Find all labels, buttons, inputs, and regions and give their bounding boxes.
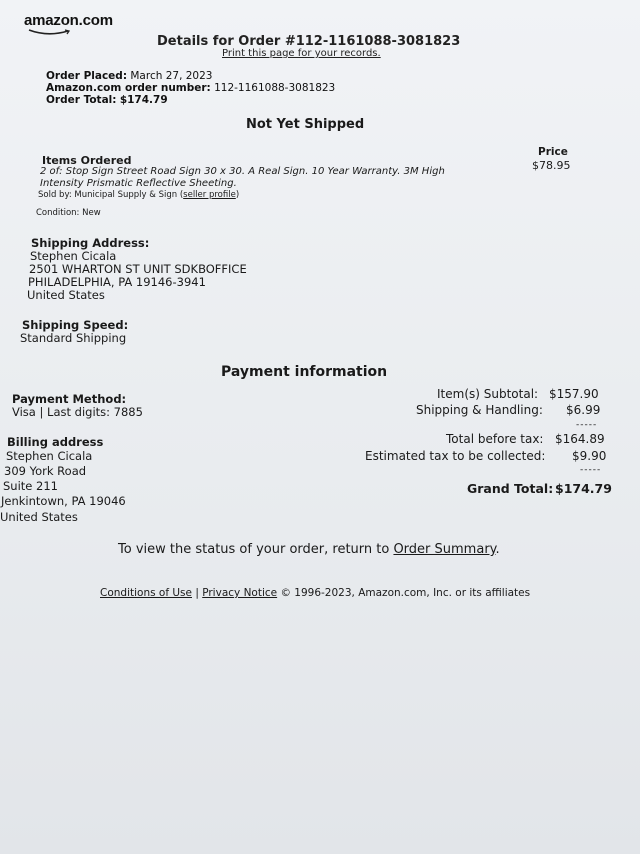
amazon-smile-icon: [28, 29, 72, 36]
amazon-logo: amazon.com: [24, 12, 113, 29]
billing-name: Stephen Cicala: [6, 449, 93, 463]
order-number: [46, 82, 335, 94]
order-number-value: 112-1161088-3081823: [214, 82, 336, 94]
shipping-handling-label: Shipping & Handling:: [416, 403, 543, 417]
item-description-line1: 2 of: Stop Sign Street Road Sign 30 x 30. A Real Sign. 10 Year Warranty. 3M High: [40, 166, 445, 177]
privacy-notice-link[interactable]: Privacy Notice: [202, 587, 278, 599]
billing-address-heading: Billing address: [7, 435, 104, 449]
shipping-speed-value: Standard Shipping: [20, 331, 127, 345]
shipment-status: Not Yet Shipped: [246, 117, 365, 132]
payment-info-heading: Payment information: [221, 364, 388, 380]
subtotal-label: Item(s) Subtotal:: [437, 387, 539, 401]
billing-line1: 309 York Road: [4, 464, 87, 478]
price-heading: Price: [538, 146, 568, 158]
order-status-message: [118, 542, 500, 557]
item-condition: Condition: New: [36, 208, 101, 218]
page-title: Details for Order #112-1161088-3081823: [157, 34, 461, 49]
sold-by: [38, 190, 239, 200]
grand-total-label: Grand Total:: [467, 481, 554, 496]
shipping-line1: 2501 WHARTON ST UNIT SDKBOFFICE: [29, 262, 247, 276]
shipping-line2: PHILADELPHIA, PA 19146-3941: [28, 275, 206, 289]
order-placed-value: March 27, 2023: [130, 70, 213, 82]
seller-profile-link[interactable]: seller profile: [183, 190, 236, 200]
estimated-tax-value: $9.90: [572, 449, 607, 463]
print-link[interactable]: Print this page for your records.: [222, 48, 381, 59]
before-tax-value: $164.89: [555, 432, 605, 446]
before-tax-label: Total before tax:: [446, 432, 544, 446]
item-description-line2: Intensity Prismatic Reflective Sheeting.: [40, 178, 237, 189]
order-total-value: $174.79: [119, 94, 168, 106]
order-summary-link[interactable]: Order Summary: [393, 542, 496, 557]
order-total: [46, 94, 168, 106]
sold-by-suffix: ): [235, 190, 240, 200]
payment-method-heading: Payment Method:: [12, 392, 127, 406]
status-message-suffix: .: [495, 542, 500, 557]
conditions-of-use-link[interactable]: Conditions of Use: [100, 587, 192, 599]
shipping-speed-heading: Shipping Speed:: [22, 318, 129, 332]
order-placed-label: Order Placed:: [46, 70, 128, 82]
divider-1: -----: [576, 420, 598, 430]
shipping-country: United States: [27, 288, 105, 302]
status-message-prefix: To view the status of your order, return to: [118, 542, 394, 557]
copyright-text: © 1996-2023, Amazon.com, Inc. or its affiliates: [277, 587, 531, 599]
footer-separator: |: [192, 587, 203, 599]
billing-country: United States: [0, 510, 78, 524]
order-placed: [46, 70, 212, 82]
estimated-tax-label: Estimated tax to be collected:: [365, 449, 546, 463]
grand-total-value: $174.79: [555, 481, 612, 496]
shipping-name: Stephen Cicala: [30, 249, 117, 263]
items-ordered-heading: Items Ordered: [42, 154, 132, 167]
legal-footer: [100, 587, 530, 599]
order-total-label: Order Total:: [46, 94, 117, 106]
subtotal-value: $157.90: [549, 387, 599, 401]
item-price: $78.95: [532, 159, 571, 172]
billing-line3: Jenkintown, PA 19046: [1, 494, 126, 508]
order-number-label: Amazon.com order number:: [46, 82, 211, 94]
shipping-address-heading: Shipping Address:: [31, 236, 150, 250]
divider-2: -----: [580, 465, 602, 475]
billing-line2: Suite 211: [3, 479, 58, 493]
sold-by-prefix: Sold by: Municipal Supply & Sign (: [38, 190, 184, 200]
shipping-handling-value: $6.99: [566, 403, 601, 417]
payment-method-value: Visa | Last digits: 7885: [12, 405, 143, 419]
